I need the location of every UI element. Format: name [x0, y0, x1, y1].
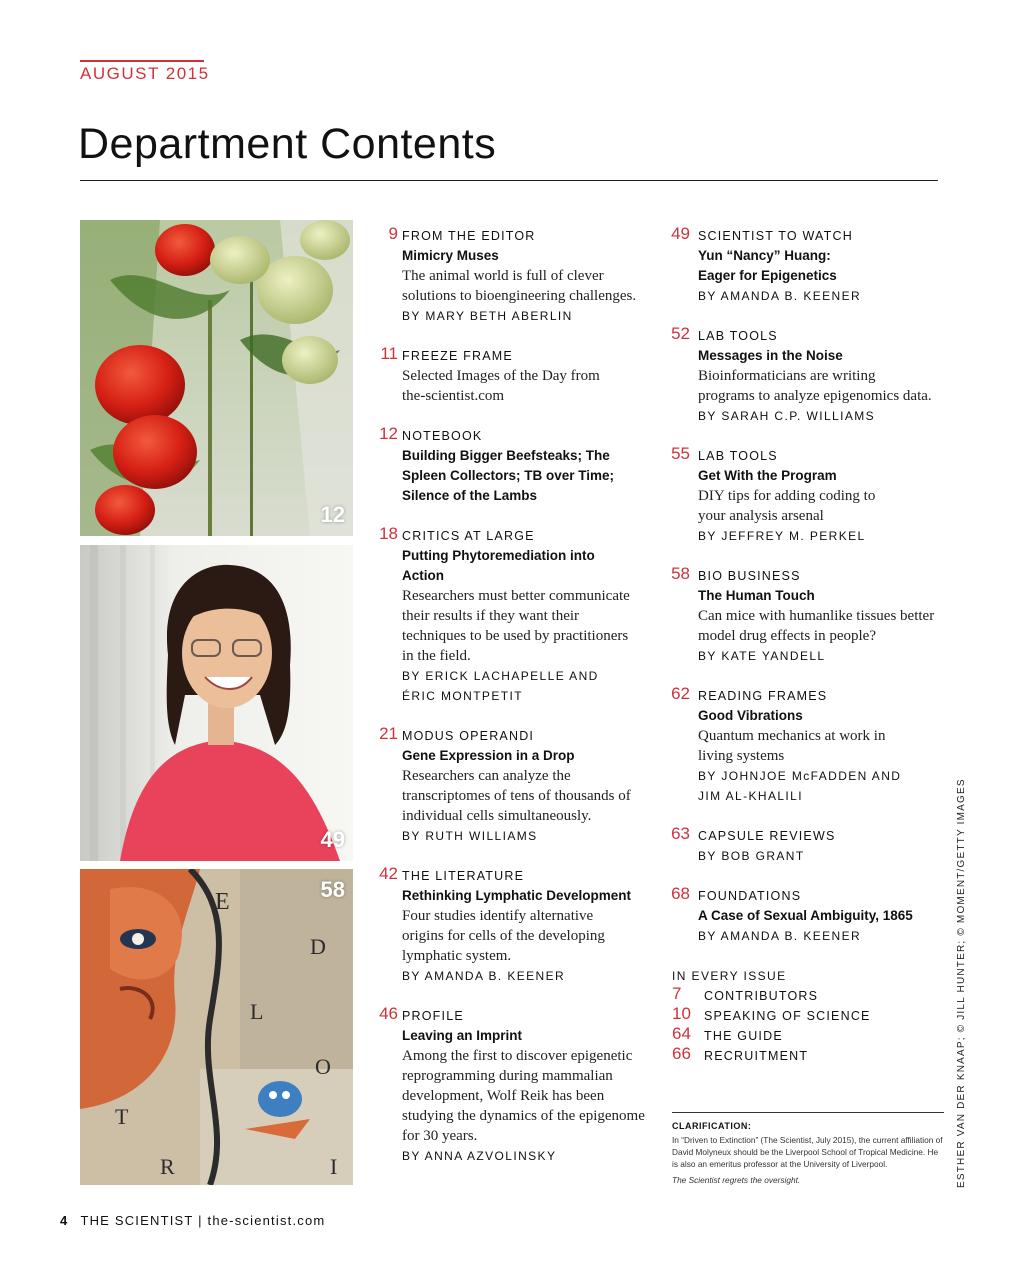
entry-byline: BY JOHNJOE McFADDEN AND JIM AL-KHALILI — [698, 769, 902, 803]
entry-page-number: 12 — [379, 424, 398, 443]
contents-entry[interactable] — [372, 526, 654, 706]
entry-headline: Gene Expression in a Drop — [402, 748, 575, 763]
entry-byline: BY MARY BETH ABERLIN — [402, 309, 573, 323]
entry-page-number: 68 — [671, 884, 690, 903]
item-label: THE GUIDE — [704, 1029, 783, 1043]
entry-category: SCIENTIST TO WATCH — [698, 229, 853, 243]
in-every-issue-item[interactable] — [672, 1006, 946, 1026]
entry-headline: Yun “Nancy” Huang: Eager for Epigenetics — [698, 248, 837, 283]
item-label: CONTRIBUTORS — [704, 989, 819, 1003]
contents-right-column — [668, 226, 946, 1066]
entry-description: Bioinformaticians are writing programs to analyze epigenomics data. — [698, 368, 932, 404]
contents-entry[interactable] — [668, 446, 946, 546]
in-every-issue-section — [672, 966, 946, 1066]
entry-page-number: 42 — [379, 864, 398, 883]
entry-category: MODUS OPERANDI — [402, 729, 535, 743]
footer-page-number: 4 — [60, 1213, 69, 1228]
photo-collage — [80, 869, 353, 1185]
title-divider — [80, 180, 938, 181]
clarification-body: In “Driven to Extinction” (The Scientist, July 2015), the current affiliation of David Molyneux should be the Liverpool School of Tropical Medicine. He is also an emeritus professor at the University of Liverpool. — [672, 1135, 943, 1169]
contents-entry[interactable] — [668, 686, 946, 806]
entry-description: Can mice with humanlike tissues better model drug effects in people? — [698, 608, 935, 644]
entry-byline: BY JEFFREY M. PERKEL — [698, 529, 866, 543]
item-page-number: 10 — [672, 1004, 691, 1023]
entry-page-number: 21 — [379, 724, 398, 743]
entry-page-number: 18 — [379, 524, 398, 543]
entry-headline: Putting Phytoremediation into Action — [402, 548, 595, 583]
entry-headline: Messages in the Noise — [698, 348, 843, 363]
entry-page-number: 62 — [671, 684, 690, 703]
entry-description: Researchers must better communicate their results if they want their techniques to be used by practitioners in the field. — [402, 588, 630, 664]
entry-headline: Leaving an Imprint — [402, 1028, 523, 1043]
entry-category: LAB TOOLS — [698, 329, 778, 343]
entry-byline: BY AMANDA B. KEENER — [402, 969, 566, 983]
entry-page-number: 58 — [671, 564, 690, 583]
clarification-note: The Scientist regrets the oversight. — [672, 1175, 801, 1185]
clarification-box — [672, 1112, 944, 1186]
entry-byline: BY AMANDA B. KEENER — [698, 929, 862, 943]
contents-entry[interactable] — [372, 226, 654, 326]
page-title: Department Contents — [78, 120, 497, 168]
entry-description: Among the first to discover epigenetic reprogramming during mammalian development, Wolf Reik has been studying the dynamics of the epigenome for 30 years. — [402, 1048, 645, 1144]
entry-headline: Get With the Program — [698, 468, 837, 483]
item-page-number: 64 — [672, 1024, 691, 1043]
issue-date: AUGUST 2015 — [80, 64, 210, 83]
contents-middle-column — [372, 226, 654, 1186]
entry-headline: The Human Touch — [698, 588, 815, 603]
entry-category: CAPSULE REVIEWS — [698, 829, 836, 843]
svg-text:I: I — [330, 1154, 338, 1179]
entry-byline: BY KATE YANDELL — [698, 649, 826, 663]
entry-category: BIO BUSINESS — [698, 569, 801, 583]
in-every-issue-item[interactable] — [672, 986, 946, 1006]
entry-page-number: 11 — [380, 344, 398, 363]
item-page-number: 66 — [672, 1044, 691, 1063]
entry-category: PROFILE — [402, 1009, 464, 1023]
item-label: SPEAKING OF SCIENCE — [704, 1009, 871, 1023]
entry-description: The animal world is full of clever solutions to bioengineering challenges. — [402, 268, 637, 304]
contents-entry[interactable] — [372, 726, 654, 846]
photo-tomatoes — [80, 220, 353, 536]
entry-byline: BY SARAH C.P. WILLIAMS — [698, 409, 876, 423]
svg-text:O: O — [315, 1054, 331, 1079]
photo-portrait — [80, 545, 353, 861]
footer-publication: THE SCIENTIST | the-scientist.com — [80, 1213, 326, 1228]
photo-page-number: 49 — [320, 827, 345, 852]
entry-byline: BY ANNA AZVOLINSKY — [402, 1149, 557, 1163]
contents-entry[interactable] — [372, 346, 654, 406]
photo-credit: ESTHER VAN DER KNAAP; © JILL HUNTER; © MOMENT/GETTY IMAGES — [956, 778, 967, 1188]
svg-text:L: L — [250, 999, 264, 1024]
svg-text:D: D — [310, 934, 326, 959]
contents-entry[interactable] — [668, 566, 946, 666]
entry-category: NOTEBOOK — [402, 429, 483, 443]
entry-byline: BY RUTH WILLIAMS — [402, 829, 538, 843]
photo-page-number: 12 — [320, 502, 345, 527]
entry-page-number: 63 — [671, 824, 690, 843]
tomato-plant-image — [80, 220, 353, 536]
entry-byline: BY AMANDA B. KEENER — [698, 289, 862, 303]
contents-entry[interactable] — [668, 226, 946, 306]
entry-description: Quantum mechanics at work in living systems — [698, 728, 886, 764]
entry-byline: BY ERICK LACHAPELLE AND ÉRIC MONTPETIT — [402, 669, 599, 703]
contents-entry[interactable] — [372, 866, 654, 986]
entry-page-number: 55 — [671, 444, 690, 463]
collage-illustration-image — [80, 869, 353, 1185]
entry-headline: Good Vibrations — [698, 708, 803, 723]
entry-headline: A Case of Sexual Ambiguity, 1865 — [698, 908, 913, 923]
entry-page-number: 49 — [671, 224, 690, 243]
entry-headline: Mimicry Muses — [402, 248, 499, 263]
svg-text:T: T — [115, 1104, 129, 1129]
entry-description: Four studies identify alternative origins for cells of the developing lymphatic system. — [402, 908, 605, 964]
contents-entry[interactable] — [372, 1006, 654, 1166]
item-label: RECRUITMENT — [704, 1049, 809, 1063]
in-every-issue-heading: IN EVERY ISSUE — [672, 969, 787, 983]
contents-entry[interactable] — [372, 426, 654, 506]
entry-category: READING FRAMES — [698, 689, 828, 703]
entry-category: FREEZE FRAME — [402, 349, 513, 363]
contents-entry[interactable] — [668, 826, 946, 866]
entry-category: FROM THE EDITOR — [402, 229, 536, 243]
contents-entry[interactable] — [668, 886, 946, 946]
entry-category: CRITICS AT LARGE — [402, 529, 535, 543]
item-page-number: 7 — [672, 984, 682, 1003]
entry-headline: Rethinking Lymphatic Development — [402, 888, 632, 903]
page-footer — [60, 1213, 325, 1228]
entry-byline: BY BOB GRANT — [698, 849, 805, 863]
entry-description: Researchers can analyze the transcriptomes of tens of thousands of individual cells simultaneously. — [402, 768, 631, 824]
svg-text:E: E — [215, 889, 230, 915]
header-accent-rule — [80, 60, 204, 62]
in-every-issue-item[interactable] — [672, 1026, 946, 1046]
photo-page-number: 58 — [320, 877, 345, 902]
entry-category: FOUNDATIONS — [698, 889, 802, 903]
entry-headline: Building Bigger Beefsteaks; The Spleen Collectors; TB over Time; Silence of the Lambs — [402, 448, 615, 503]
entry-description: Selected Images of the Day from the-scientist.com — [402, 368, 600, 404]
contents-entry[interactable] — [668, 326, 946, 426]
portrait-image — [80, 545, 353, 861]
entry-page-number: 9 — [388, 224, 398, 243]
svg-text:R: R — [160, 1154, 175, 1179]
entry-page-number: 52 — [671, 324, 690, 343]
clarification-heading: CLARIFICATION: — [672, 1121, 752, 1131]
entry-category: THE LITERATURE — [402, 869, 525, 883]
entry-category: LAB TOOLS — [698, 449, 778, 463]
entry-description: DIY tips for adding coding to your analysis arsenal — [698, 488, 876, 524]
entry-page-number: 46 — [379, 1004, 398, 1023]
in-every-issue-item[interactable] — [672, 1046, 946, 1066]
